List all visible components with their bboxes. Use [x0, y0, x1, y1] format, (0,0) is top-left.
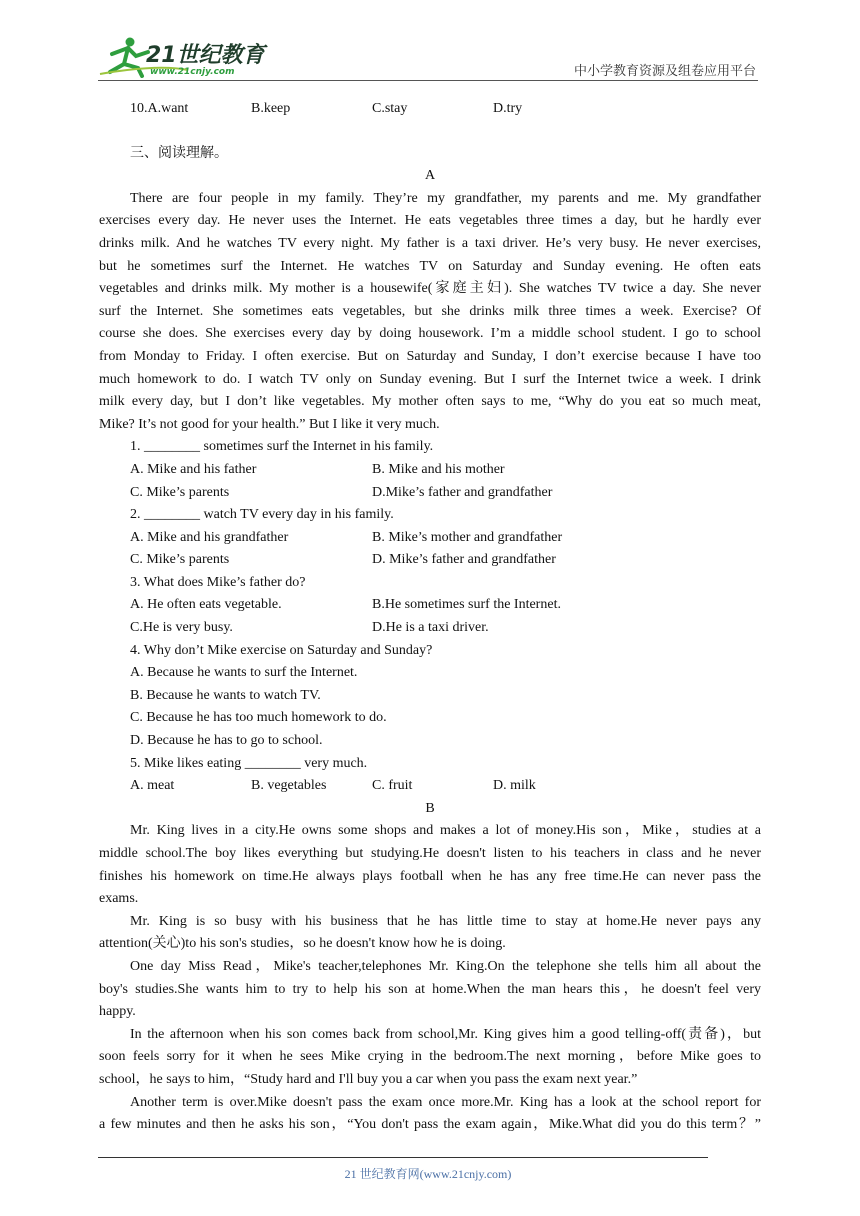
- passage-line: finishes his homework on time.He always plays football when he has any free time.He can never pass the: [99, 868, 761, 884]
- question-stem: 2. ________ watch TV every day in his family.: [130, 507, 394, 523]
- option-row: [99, 594, 761, 617]
- answer-option: B.He sometimes surf the Internet.: [372, 597, 561, 613]
- passage-a-label: A: [424, 168, 436, 184]
- answer-option: C. Mike’s parents: [130, 484, 230, 500]
- passage-line: exercises every day. He never uses the Internet. He eats vegetables three times a day, but he hardly ever: [99, 213, 761, 229]
- passage-line: In the afternoon when his son comes back from school,Mr. King gives him a good telling-off(责备)，but: [130, 1026, 761, 1042]
- question-stem: 3. What does Mike’s father do?: [130, 574, 306, 590]
- option-row: [99, 707, 761, 730]
- passage-line: Another term is over.Mike doesn't pass the exam once more.Mr. King has a look at the school report for: [130, 1094, 761, 1110]
- answer-option: D. Mike’s father and grandfather: [372, 552, 556, 568]
- answer-option: A. Mike and his father: [130, 461, 257, 477]
- passage-line: Mr. King lives in a city.He owns some shops and makes a lot of money.His son，Mike，studies at a: [130, 823, 761, 839]
- option-row: [99, 617, 761, 640]
- passage-line: exams.: [99, 891, 139, 907]
- page-header: [98, 30, 758, 80]
- answer-option: C. Mike’s parents: [130, 552, 230, 568]
- passage-b-label: B: [425, 800, 435, 816]
- footer-divider: [98, 1157, 708, 1158]
- answer-option: D.Mike’s father and grandfather: [372, 484, 553, 500]
- passage-line: attention(关心)to his son's studies，so he doesn't know how he is doing.: [99, 936, 506, 952]
- passage-line: Mr. King is so busy with his business that he has little time to stay at home.He never pays any: [130, 913, 761, 929]
- passage-line: surf the Internet. She sometimes eats vegetables, but she drinks milk three times a week. Exercise? Of: [99, 303, 761, 319]
- passage-line: One day Miss Read，Mike's teacher,telephones Mr. King.On the telephone she tells him all about the: [130, 958, 761, 974]
- passage-line: but he sometimes surf the Internet. He watches TV on Saturday and Sunday evening. He often eats: [99, 258, 761, 274]
- answer-option: A. meat: [130, 778, 175, 794]
- answer-option: C. fruit: [372, 778, 413, 794]
- question-10-options: [99, 98, 761, 121]
- document-body: [99, 98, 761, 1137]
- answer-option: B. Because he wants to watch TV.: [130, 687, 321, 703]
- answer-option: C.He is very busy.: [130, 620, 233, 636]
- q10-option-b: B.keep: [251, 101, 291, 116]
- q10-option-a: 10.A.want: [130, 101, 189, 116]
- header-divider: [98, 80, 758, 81]
- section-title: 三、阅读理解。: [130, 145, 228, 161]
- answer-option: B. Mike’s mother and grandfather: [372, 529, 563, 545]
- option-row: [99, 549, 761, 572]
- answer-option: A. Because he wants to surf the Internet.: [130, 665, 358, 681]
- q10-option-d: D.try: [493, 101, 523, 116]
- q10-option-c: C.stay: [372, 101, 408, 116]
- option-row: [99, 685, 761, 708]
- passage-line: drinks milk. And he watches TV every night. My father is a taxi driver. He’s very busy. He never exercises,: [99, 235, 761, 251]
- question-stem: 5. Mike likes eating ________ very much.: [130, 755, 368, 771]
- header-platform-text: 中小学教育资源及组卷应用平台: [573, 64, 756, 79]
- passage-b-text: [99, 820, 761, 1136]
- answer-option: D. Because he has to go to school.: [130, 733, 323, 749]
- question-stem: 1. ________ sometimes surf the Internet in his family.: [130, 439, 434, 455]
- option-row: [99, 775, 761, 798]
- option-row: [99, 527, 761, 550]
- passage-line: vegetables and drinks milk. My mother is a housewife(家庭主妇). She watches TV twice a day. She never: [99, 281, 761, 297]
- option-row: [99, 662, 761, 685]
- answer-option: C. Because he has too much homework to do.: [130, 710, 387, 726]
- passage-line: happy.: [99, 1004, 136, 1020]
- answer-option: A. He often eats vegetable.: [130, 597, 282, 613]
- option-row: [99, 482, 761, 505]
- answer-option: B. Mike and his mother: [372, 461, 505, 477]
- passage-line: school，he says to him，“Study hard and I'll buy you a car when you pass the exam next year.”: [99, 1071, 638, 1087]
- svg-text:www.21cnjy.com: www.21cnjy.com: [150, 67, 235, 77]
- passage-line: boy's studies.She wants him to try to help his son at home.When the man hears this，he doesn't feel very: [99, 981, 761, 997]
- svg-text:21世纪教育: 21世纪教育: [146, 43, 265, 68]
- passage-line: course she does. She exercises every day by doing housework. I’m a middle school student. I go to school: [99, 326, 761, 342]
- answer-option: D. milk: [493, 778, 536, 794]
- passage-line: a few minutes and then he asks his son，“You don't pass the exam again，Mike.What did you do this term？”: [99, 1117, 761, 1133]
- answer-option: D.He is a taxi driver.: [372, 620, 489, 636]
- passage-line: soon feels sorry for it when he sees Mike crying in the bedroom.The next morning，before Mike goes to: [99, 1049, 761, 1065]
- passage-a-questions: [99, 436, 761, 798]
- answer-option: B. vegetables: [251, 778, 327, 794]
- passage-line: milk every day, but I don’t like vegetables. My mother often says to me, “Why do you eat so much meat,: [99, 394, 761, 410]
- passage-line: middle school.The boy likes everything but studying.He doesn't listen to his teachers in class and he never: [99, 846, 761, 861]
- passage-line: much homework to do. I watch TV only on Sunday evening. But I surf the Internet twice a week. I drink: [99, 371, 761, 387]
- passage-line: There are four people in my family. They’re my grandfather, my parents and me. My grandfather: [130, 190, 761, 206]
- site-logo: [98, 34, 273, 78]
- option-row: [99, 459, 761, 482]
- passage-a-text: [99, 188, 761, 437]
- option-row: [99, 730, 761, 753]
- passage-line: Mike? It’s not good for your health.” But I like it very much.: [99, 416, 440, 432]
- footer-text: 21 世纪教育网(www.21cnjy.com): [344, 1167, 512, 1181]
- passage-line: from Monday to Friday. I often exercise. But on Saturday and Sunday, I don’t exercise because I have too: [99, 348, 761, 364]
- answer-option: A. Mike and his grandfather: [130, 529, 289, 545]
- question-stem: 4. Why don’t Mike exercise on Saturday and Sunday?: [130, 642, 433, 658]
